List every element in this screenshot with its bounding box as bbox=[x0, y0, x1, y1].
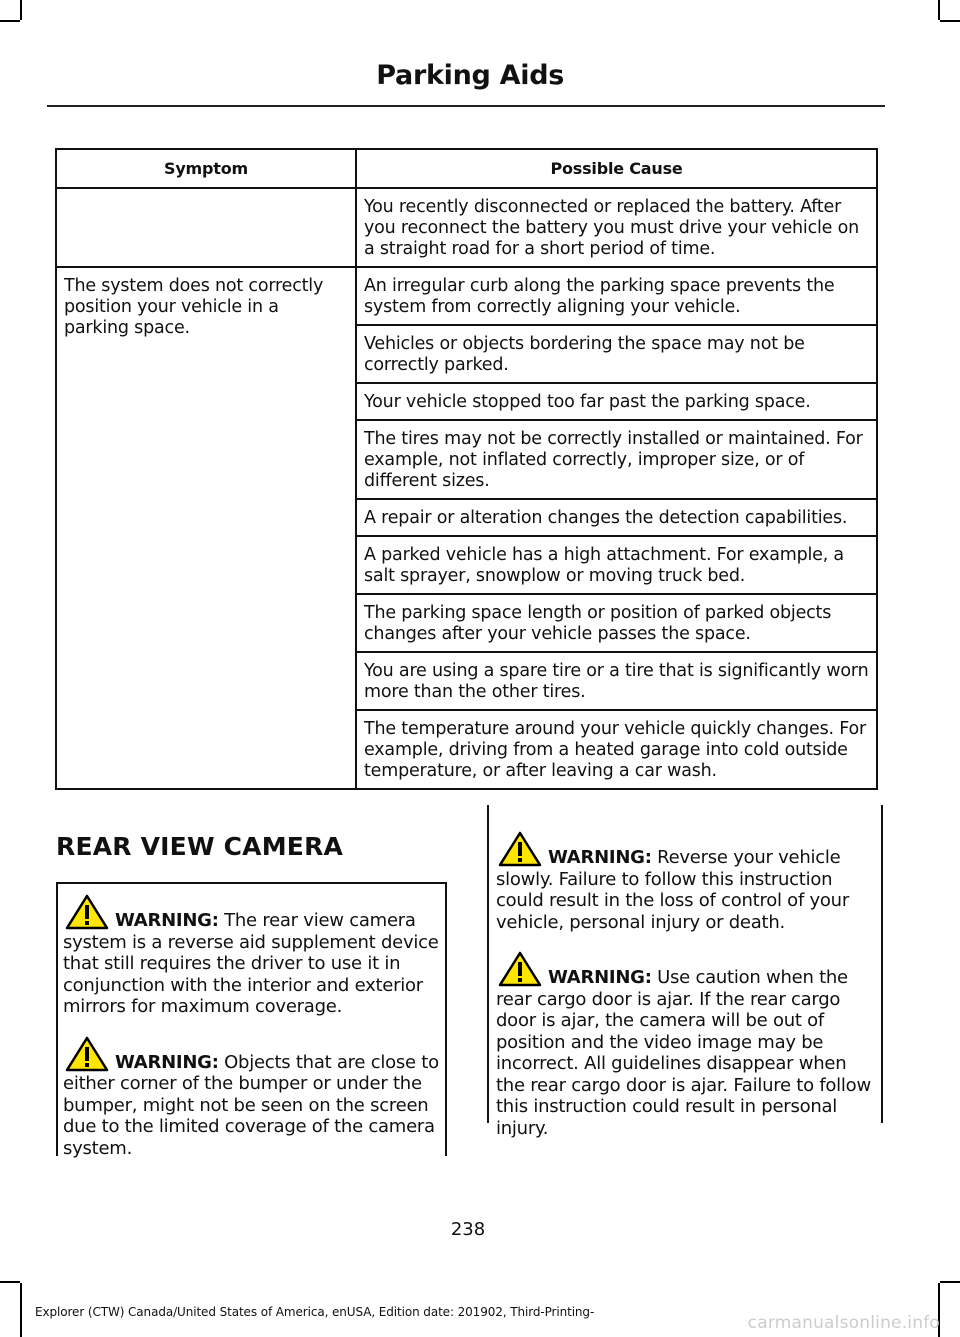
symptom-cell: The system does not correctly position your vehicle in a parking space. bbox=[56, 267, 356, 789]
footer-edition-info: Explorer (CTW) Canada/United States of America, enUSA, Edition date: 201902, Third-Printing- bbox=[35, 1305, 595, 1319]
crop-mark bbox=[20, 0, 22, 20]
warning-box-left bbox=[56, 882, 447, 1159]
warning-label: WARNING: bbox=[548, 847, 652, 868]
column-header-symptom: Symptom bbox=[56, 149, 356, 188]
crop-mark bbox=[0, 1281, 20, 1283]
cause-cell: The temperature around your vehicle quickly changes. For example, driving from a heated garage into cold outside temperature, or after leaving a car wash. bbox=[356, 710, 877, 789]
cause-cell: An irregular curb along the parking space prevents the system from correctly aligning your vehicle. bbox=[356, 267, 877, 325]
warning-triangle-icon bbox=[65, 894, 109, 930]
table-row bbox=[56, 188, 877, 267]
cause-cell: The tires may not be correctly installed or maintained. For example, not inflated correctly, improper size, or of different sizes. bbox=[356, 420, 877, 499]
warning-paragraph bbox=[496, 951, 877, 1139]
crop-mark bbox=[0, 20, 20, 22]
crop-mark bbox=[938, 0, 940, 20]
cause-cell: You recently disconnected or replaced the battery. After you reconnect the battery you must drive your vehicle on a straight road for a short period of time. bbox=[356, 188, 877, 267]
warning-paragraph bbox=[63, 894, 441, 1018]
page-title: Parking Aids bbox=[376, 60, 564, 91]
warning-box-right bbox=[487, 805, 883, 1139]
table-header-row bbox=[56, 149, 877, 188]
watermark: carmanualsonline.info bbox=[747, 1313, 940, 1333]
cause-cell: You are using a spare tire or a tire that is significantly worn more than the other tires. bbox=[356, 652, 877, 710]
crop-mark bbox=[940, 20, 960, 22]
troubleshooting-table bbox=[55, 148, 878, 790]
cause-cell: Vehicles or objects bordering the space may not be correctly parked. bbox=[356, 325, 877, 383]
crop-mark bbox=[20, 1283, 22, 1337]
warning-paragraph bbox=[496, 831, 877, 933]
cause-cell: The parking space length or position of parked objects changes after your vehicle passes the space. bbox=[356, 594, 877, 652]
warning-text: Reverse your vehicle slowly. Failure to follow this instruction could result in the loss of control of your vehicle, personal injury or death. bbox=[496, 847, 849, 933]
warning-label: WARNING: bbox=[115, 910, 219, 931]
warning-label: WARNING: bbox=[115, 1051, 219, 1073]
warning-text: Objects that are close to either corner of the bumper or under the bumper, might not be seen on the screen due to the limited coverage of the camera system. bbox=[63, 1051, 439, 1159]
warning-triangle-icon bbox=[498, 951, 542, 987]
cause-cell: Your vehicle stopped too far past the parking space. bbox=[356, 383, 877, 420]
warning-text: Use caution when the rear cargo door is ajar. If the rear cargo door is ajar, the camera will be out of position and the video image may be incorrect. All guidelines disappear when the rear cargo door is ajar. Failure to follow this instruction could result in personal injury. bbox=[496, 967, 871, 1139]
crop-mark bbox=[940, 1281, 960, 1283]
warning-paragraph bbox=[63, 1036, 441, 1160]
warning-text: The rear view camera system is a reverse aid supplement device that still requires the driver to use it in conjunction with the interior and exterior mirrors for maximum coverage. bbox=[63, 910, 439, 1017]
warning-triangle-icon bbox=[65, 1036, 109, 1072]
cause-cell: A parked vehicle has a high attachment. For example, a salt sprayer, snowplow or moving truck bed. bbox=[356, 536, 877, 594]
section-title: REAR VIEW CAMERA bbox=[56, 832, 344, 861]
symptom-cell-empty bbox=[56, 188, 356, 267]
header-divider bbox=[47, 105, 885, 107]
warning-triangle-icon bbox=[498, 831, 542, 867]
warning-label: WARNING: bbox=[548, 967, 652, 988]
column-header-cause: Possible Cause bbox=[356, 149, 877, 188]
cause-cell: A repair or alteration changes the detection capabilities. bbox=[356, 499, 877, 536]
page-number: 238 bbox=[450, 1219, 486, 1240]
table-row bbox=[56, 267, 877, 325]
